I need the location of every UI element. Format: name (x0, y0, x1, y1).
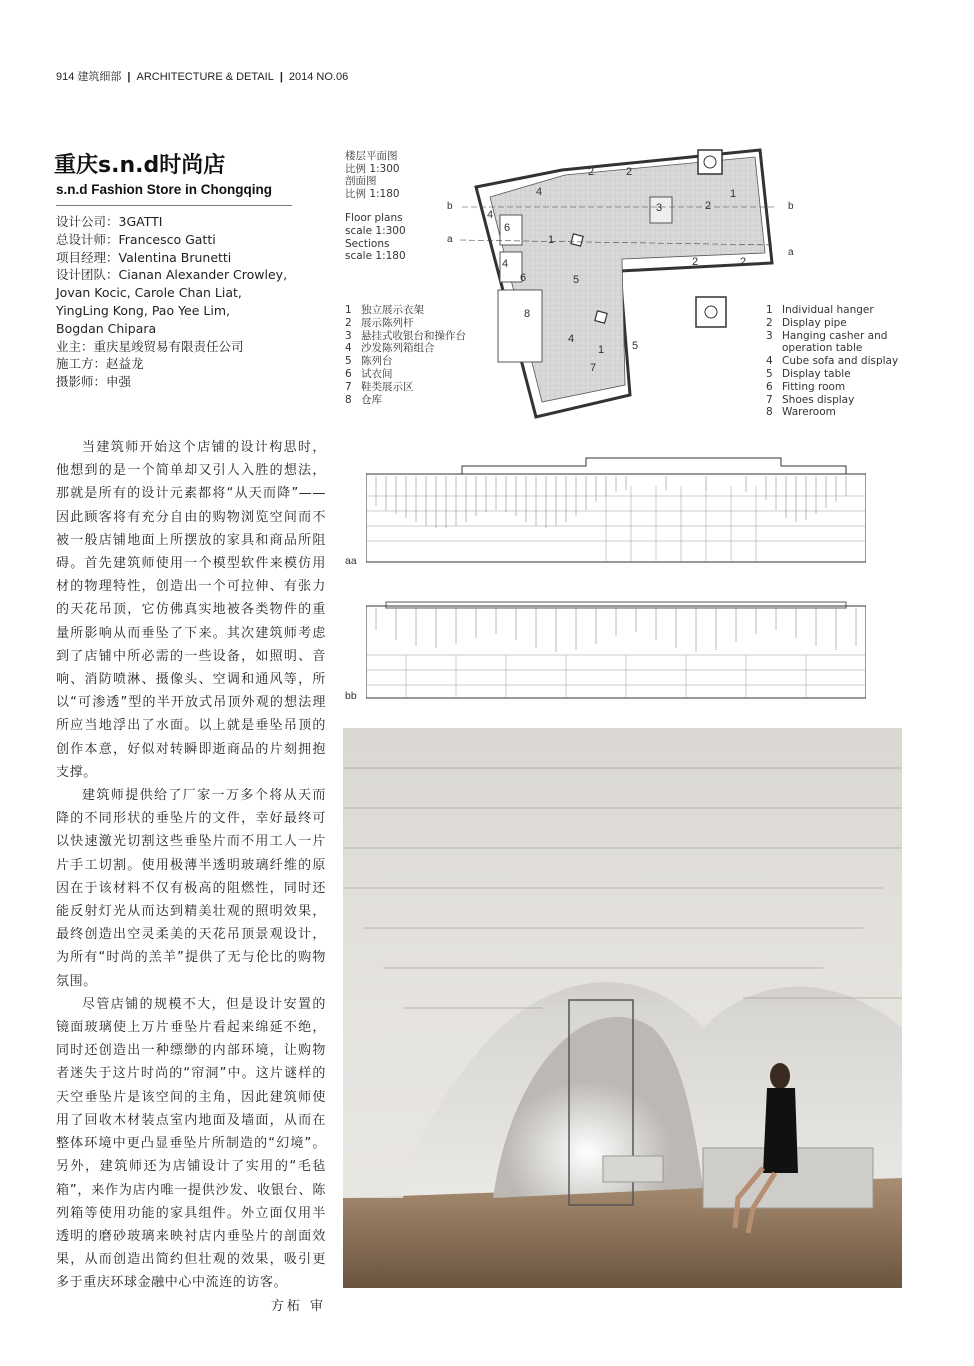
section-mark-a: a (447, 234, 453, 245)
article-title-cn: 重庆s.n.d时尚店 (54, 153, 226, 178)
floor-plan-scale-cn: 比例 1:300 (345, 162, 400, 175)
plan-number: 2 (588, 166, 595, 178)
legend-label: 仓库 (361, 393, 382, 406)
plan-number: 3 (656, 202, 663, 214)
floor-plan-label-en: Floor plans (345, 212, 403, 225)
legend-number: 4 (766, 355, 773, 368)
legend-label: 悬挂式收银台和操作台 (361, 329, 466, 342)
legend-number: 6 (766, 380, 773, 393)
legend-number: 8 (345, 393, 352, 406)
credit-line: 施工方：赵益龙 (56, 356, 144, 372)
section-outline (386, 602, 846, 608)
legend-label: Hanging casher and (782, 329, 888, 342)
legend-label: Fitting room (782, 380, 846, 393)
section-mark-b: b (788, 201, 794, 212)
article-title-en: s.n.d Fashion Store in Chongqing (56, 182, 272, 197)
legend-number: 1 (345, 304, 352, 316)
floor-plan-label-cn: 楼层平面图 (345, 150, 398, 162)
plan-number: 5 (573, 274, 580, 286)
credit-line: 业主：重庆星竣贸易有限责任公司 (56, 338, 244, 354)
legend-number: 8 (766, 406, 773, 419)
plan-number: 4 (487, 209, 494, 221)
legend-number: 4 (345, 342, 352, 355)
felt-sofa (603, 1156, 663, 1182)
body-paragraph: 当建筑师开始这个店铺的设计构思时，他想到的是一个简单却又引人入胜的想法，那就是所有的设计元素都将“从天而降”——因此顾客将有充分自由的购物浏览空间而不被一般店铺地面上所摆放的家具和商品所阻碍。首先建筑师使用一个模型软件来模仿用材的物理特性，创造出一个可拉伸、有张力的天花吊顶，它仿佛真实地被各类物件的重量所影响从而垂坠了下来。其次建筑师考虑到了店铺中所必需的一些设备，如照明、音响、消防喷淋、摄像头、空调和通风等，所以“可渗透”型的半开放式吊顶外观的想法理所应当地浮出了水面。以上就是垂坠吊顶的创作本意，好似对转瞬即逝商品的片刻拥抱支撑。 (56, 440, 326, 780)
legend-number: 3 (345, 329, 352, 342)
column (696, 297, 726, 327)
legend-label: Display table (782, 367, 851, 380)
body-paragraph (56, 993, 326, 1314)
plan-number: 5 (632, 340, 639, 352)
plan-number: 2 (692, 256, 699, 268)
legend-number: 3 (766, 329, 773, 342)
plan-number: 6 (504, 222, 511, 234)
credit-line: Jovan Kocic, Carole Chan Liat, (56, 285, 242, 301)
plan-number: 4 (568, 333, 575, 345)
legend-label: 试衣间 (361, 367, 393, 380)
legend-label: Display pipe (782, 316, 847, 329)
legend-label: 陈列台 (361, 355, 393, 368)
section-bb-drawing (366, 600, 866, 700)
credit-line: 设计团队：Cianan Alexander Crowley, (56, 267, 288, 283)
section-mark-b: b (447, 201, 453, 212)
body-paragraph: 建筑师提供给了厂家一万多个将从天而降的不同形状的垂坠片的文件，幸好最终可以快速激光切割这些垂坠片而不用工人一片片手工切割。使用极薄半透明玻璃纤维的原因在于该材料不仅有极高的阻燃性，同时还能反射灯光从而达到精美壮观的照明效果，最终创造出空灵柔美的天花吊顶景观设计，为所有“时尚的羔羊”提供了无与伦比的购物氛围。 (56, 788, 326, 989)
legend-label: 独立展示衣架 (361, 304, 424, 316)
credit-line: 摄影师：申强 (56, 374, 132, 390)
header-separator: | (127, 71, 131, 83)
display-cube (595, 311, 607, 323)
credit-line: 设计公司：3GATTI (56, 214, 163, 229)
page-header (56, 68, 348, 84)
section-aa-drawing (366, 456, 866, 566)
header-separator: | (279, 71, 283, 83)
article-body (56, 436, 326, 1318)
section-label-en: Sections (345, 237, 390, 250)
page-number: 914 (56, 71, 75, 83)
title-divider (56, 205, 292, 206)
plan-number: 2 (740, 256, 747, 268)
hanging-fins (376, 608, 856, 652)
section-scale-cn: 比例 1:180 (345, 187, 400, 200)
reviewer-signature: 方柘 审 (270, 1298, 326, 1314)
column (698, 150, 722, 174)
display-cube (571, 234, 583, 246)
plan-number: 4 (502, 258, 509, 270)
section-outline (366, 458, 866, 474)
legend-number: 7 (766, 393, 773, 406)
wareroom (498, 290, 542, 362)
magazine-name-en: ARCHITECTURE & DETAIL (136, 71, 274, 83)
plan-number: 1 (730, 188, 737, 200)
drawing-scale-notes (345, 150, 406, 263)
legend-label: Shoes display (782, 393, 855, 406)
wall-panels (366, 655, 866, 698)
credit-line: 总设计师：Francesco Gatti (56, 231, 216, 247)
credit-line: 项目经理：Valentina Brunetti (56, 249, 232, 265)
plan-number: 2 (626, 166, 633, 178)
section-label-cn: 剖面图 (345, 175, 377, 188)
legend-number: 5 (345, 355, 352, 368)
credit-line: Bogdan Chipara (56, 320, 157, 336)
legend-label: Wareroom (782, 406, 836, 419)
legend-label: Individual hanger (782, 304, 874, 316)
credit-line: YingLing Kong, Pao Yee Lim, (56, 302, 230, 318)
magazine-name-cn: 建筑细部 (77, 71, 122, 83)
plan-number: 8 (524, 308, 531, 320)
plan-number: 7 (590, 362, 597, 374)
legend-number: 7 (345, 380, 352, 393)
plan-number: 1 (598, 344, 605, 356)
legend-label: 展示陈列杆 (361, 316, 414, 329)
section-bb-label: bb (345, 690, 357, 702)
project-credits (56, 213, 306, 391)
plan-number: 1 (548, 234, 555, 246)
issue-number: 2014 NO.06 (288, 71, 349, 83)
floor-plan-drawing (440, 145, 800, 425)
legend-label: Cube sofa and display (782, 355, 899, 368)
section-mark-a: a (788, 247, 794, 258)
legend-label: operation table (782, 342, 863, 355)
plan-number: 2 (705, 200, 712, 212)
legend-label: 沙发陈列箱组合 (361, 342, 435, 355)
legend-number: 2 (766, 316, 773, 329)
legend-number: 6 (345, 367, 352, 380)
plan-number: 4 (536, 186, 543, 198)
plan-number: 6 (520, 272, 527, 284)
legend-label: 鞋类展示区 (361, 380, 414, 393)
legend-number: 2 (345, 316, 352, 329)
body-paragraph-text: 尽管店铺的规模不大，但是设计安置的镜面玻璃使上万片垂坠片看起来绵延不绝，同时还创造出一种缥缈的内部环境，让购物者迷失于这片时尚的“帘洞”中。这片谜样的天空垂坠片是该空间的主角，因此建筑师使用了回收木材装点室内地面及墙面，从而在整体环境中更凸显垂坠片所制造的“幻境”。另外，建筑师还为店铺设计了实用的“毛毡箱”，来作为店内唯一提供沙发、收银台、陈列箱等使用功能的家具组件。外立面仅用半透明的磨砂玻璃来映衬店内垂坠片的剖面效果，从而创造出简约但壮观的效果，吸引更多于重庆环球金融中心中流连的访客。 (56, 996, 326, 1291)
section-aa-label: aa (345, 555, 357, 567)
floor-plan-scale-en: scale 1:300 (345, 224, 406, 237)
hanging-fins (376, 476, 846, 528)
interior-photo (343, 728, 902, 1288)
legend-number: 1 (766, 304, 773, 316)
legend-number: 5 (766, 367, 773, 380)
wall-panels (366, 486, 866, 562)
section-scale-en: scale 1:180 (345, 250, 406, 263)
